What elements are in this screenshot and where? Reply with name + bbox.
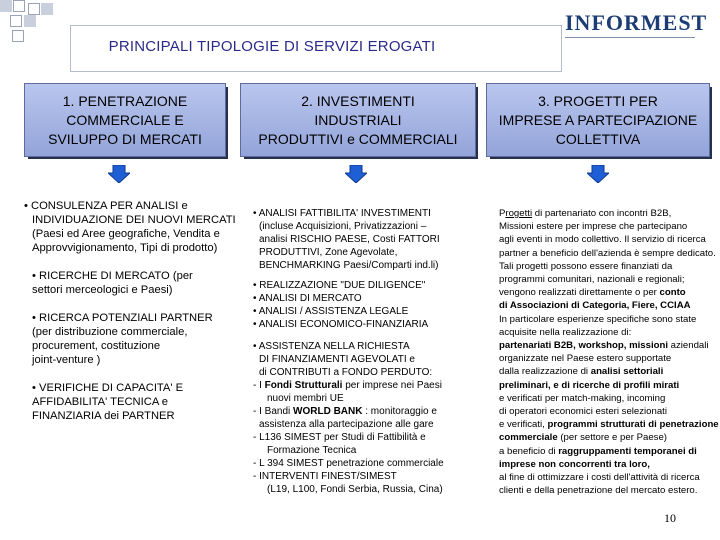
- informest-logo: INFORMEST: [565, 10, 708, 35]
- text-line: joint-venture ): [32, 354, 101, 366]
- text-line: procurement, costituzione: [32, 340, 161, 352]
- header-investimenti: 2. INVESTIMENTI INDUSTRIALI PRODUTTIVI e COMMERCIALI: [240, 83, 476, 157]
- column-investimenti: [253, 207, 444, 496]
- logo-underline: [565, 37, 695, 38]
- text-line: Formazione Tecnica: [267, 445, 357, 456]
- column-penetrazione: [24, 199, 236, 423]
- text-line: partenariati B2B, workshop, missioni aziendali: [499, 340, 709, 352]
- text-line: (incluse Acquisizioni, Privatizzazioni –: [259, 221, 427, 232]
- decor-square: [12, 30, 24, 42]
- text-line: di CONTRIBUTI a FONDO PERDUTO:: [259, 367, 433, 378]
- text-line: • RICERCA POTENZIALI PARTNER: [32, 312, 213, 324]
- text-line: • RICERCHE DI MERCATO (per: [32, 270, 193, 282]
- decor-square: [41, 3, 53, 15]
- decor-square: [28, 3, 40, 15]
- text-line: • ANALISI / ASSISTENZA LEGALE: [253, 306, 409, 317]
- text-line: • REALIZZAZIONE "DUE DILIGENCE": [253, 280, 426, 291]
- text-line: Tali progetti possono essere finanziati da: [499, 260, 673, 272]
- text-line: di operatori economici esteri selezionati: [499, 406, 667, 418]
- text-line: partner a beneficio dell'azienda è sempre dedicato.: [499, 247, 716, 259]
- text-line: - L 394 SIMEST penetrazione commerciale: [253, 458, 444, 469]
- down-arrow-icon: [108, 165, 130, 183]
- text-line: • CONSULENZA PER ANALISI e: [24, 200, 188, 212]
- text-line: agli eventi in modo collettivo. Il servizio di ricerca: [499, 234, 706, 246]
- text-line: assistenza alla partecipazione alle gare: [259, 419, 434, 430]
- text-line: dalla realizzazione di analisi settoriali: [499, 366, 664, 378]
- text-line: • ANALISI ECONOMICO-FINANZIARIA: [253, 319, 429, 330]
- text-line: clienti e della penetrazione del mercato estero.: [499, 485, 698, 497]
- text-line: al fine di ottimizzare i costi dell'attività di ricerca: [499, 472, 700, 484]
- decor-square: [0, 0, 12, 12]
- text-line: • ASSISTENZA NELLA RICHIESTA: [253, 341, 410, 352]
- text-line: PRODUTTIVI, Zone Agevolate,: [259, 247, 398, 258]
- text-line: analisi RISCHIO PAESE, Costi FATTORI: [259, 234, 440, 245]
- text-line: (Paesi ed Aree geografiche, Vendita e: [32, 228, 220, 240]
- text-line: • ANALISI DI MERCATO: [253, 293, 362, 304]
- text-line: commerciale (per settore e per Paese): [499, 432, 667, 444]
- text-line: acquisite nella realizzazione di:: [499, 326, 632, 338]
- text-line: a beneficio di raggruppamenti temporanei di: [499, 445, 697, 457]
- text-line: (L19, L100, Fondi Serbia, Russia, Cina): [267, 484, 443, 495]
- decor-square: [24, 15, 36, 27]
- text-line: • ANALISI FATTIBILITA' INVESTIMENTI: [253, 208, 431, 219]
- progetti-link[interactable]: rogetti: [505, 208, 533, 219]
- text-line: programmi comunitari, nazionali e regionali;: [499, 274, 685, 286]
- text-line: AFFIDABILITA' TECNICA e: [32, 396, 169, 408]
- text-line: In particolare esperienze specifiche sono state: [499, 313, 697, 325]
- text-line: - I Bandi WORLD BANK : monitoraggio e: [253, 406, 437, 417]
- page-number: 10: [664, 511, 676, 525]
- text-line: nuovi membri UE: [267, 393, 344, 404]
- decor-square: [13, 0, 25, 12]
- page-title: PRINCIPALI TIPOLOGIE DI SERVIZI EROGATI: [108, 38, 436, 55]
- text-line: Missioni estere per imprese che partecipano: [499, 221, 688, 233]
- decor-square: [10, 15, 22, 27]
- text-line: Approvvigionamento, Tipi di prodotto): [32, 242, 218, 254]
- text-line: e verificati per match-making, incoming: [499, 392, 666, 404]
- text-line: preliminari, e di ricerche di profili mirati: [499, 379, 680, 391]
- header-penetrazione: 1. PENETRAZIONE COMMERCIALE E SVILUPPO DI MERCATI: [24, 83, 226, 157]
- text-line: DI FINANZIAMENTI AGEVOLATI e: [259, 354, 415, 365]
- text-line: - L136 SIMEST per Studi di Fattibilità e: [253, 432, 426, 443]
- header-progetti: 3. PROGETTI PER IMPRESE A PARTECIPAZIONE COLLETTIVA: [486, 83, 710, 157]
- text-line: vengono realizzati direttamente o per conto: [499, 287, 686, 299]
- text-line: di Associazioni di Categoria, Fiere, CCIAA: [499, 300, 691, 312]
- text-line: settori merceologici e Paesi): [32, 284, 173, 296]
- text-line: FINANZIARIA dei PARTNER: [32, 410, 175, 422]
- text-line: INDIVIDUAZIONE DEI NUOVI MERCATI: [32, 214, 236, 226]
- text-line: - I Fondi Strutturali per imprese nei Paesi: [253, 380, 442, 391]
- text-line: imprese non concorrenti tra loro,: [499, 458, 650, 470]
- text-line: BENCHMARKING Paesi/Comparti ind.li): [259, 260, 439, 271]
- down-arrow-icon: [345, 165, 367, 183]
- column-progetti: [499, 207, 720, 497]
- text-line: Progetti di partenariato con incontri B2B,: [499, 208, 672, 219]
- text-line: organizzate nel Paese estero supportate: [499, 353, 672, 365]
- text-line: (per distribuzione commerciale,: [32, 326, 188, 338]
- text-line: • VERIFICHE DI CAPACITA' E: [32, 382, 184, 394]
- text-line: - INTERVENTI FINEST/SIMEST: [253, 471, 397, 482]
- down-arrow-icon: [587, 165, 609, 183]
- text-line: e verificati, programmi strutturati di penetrazione: [499, 419, 719, 431]
